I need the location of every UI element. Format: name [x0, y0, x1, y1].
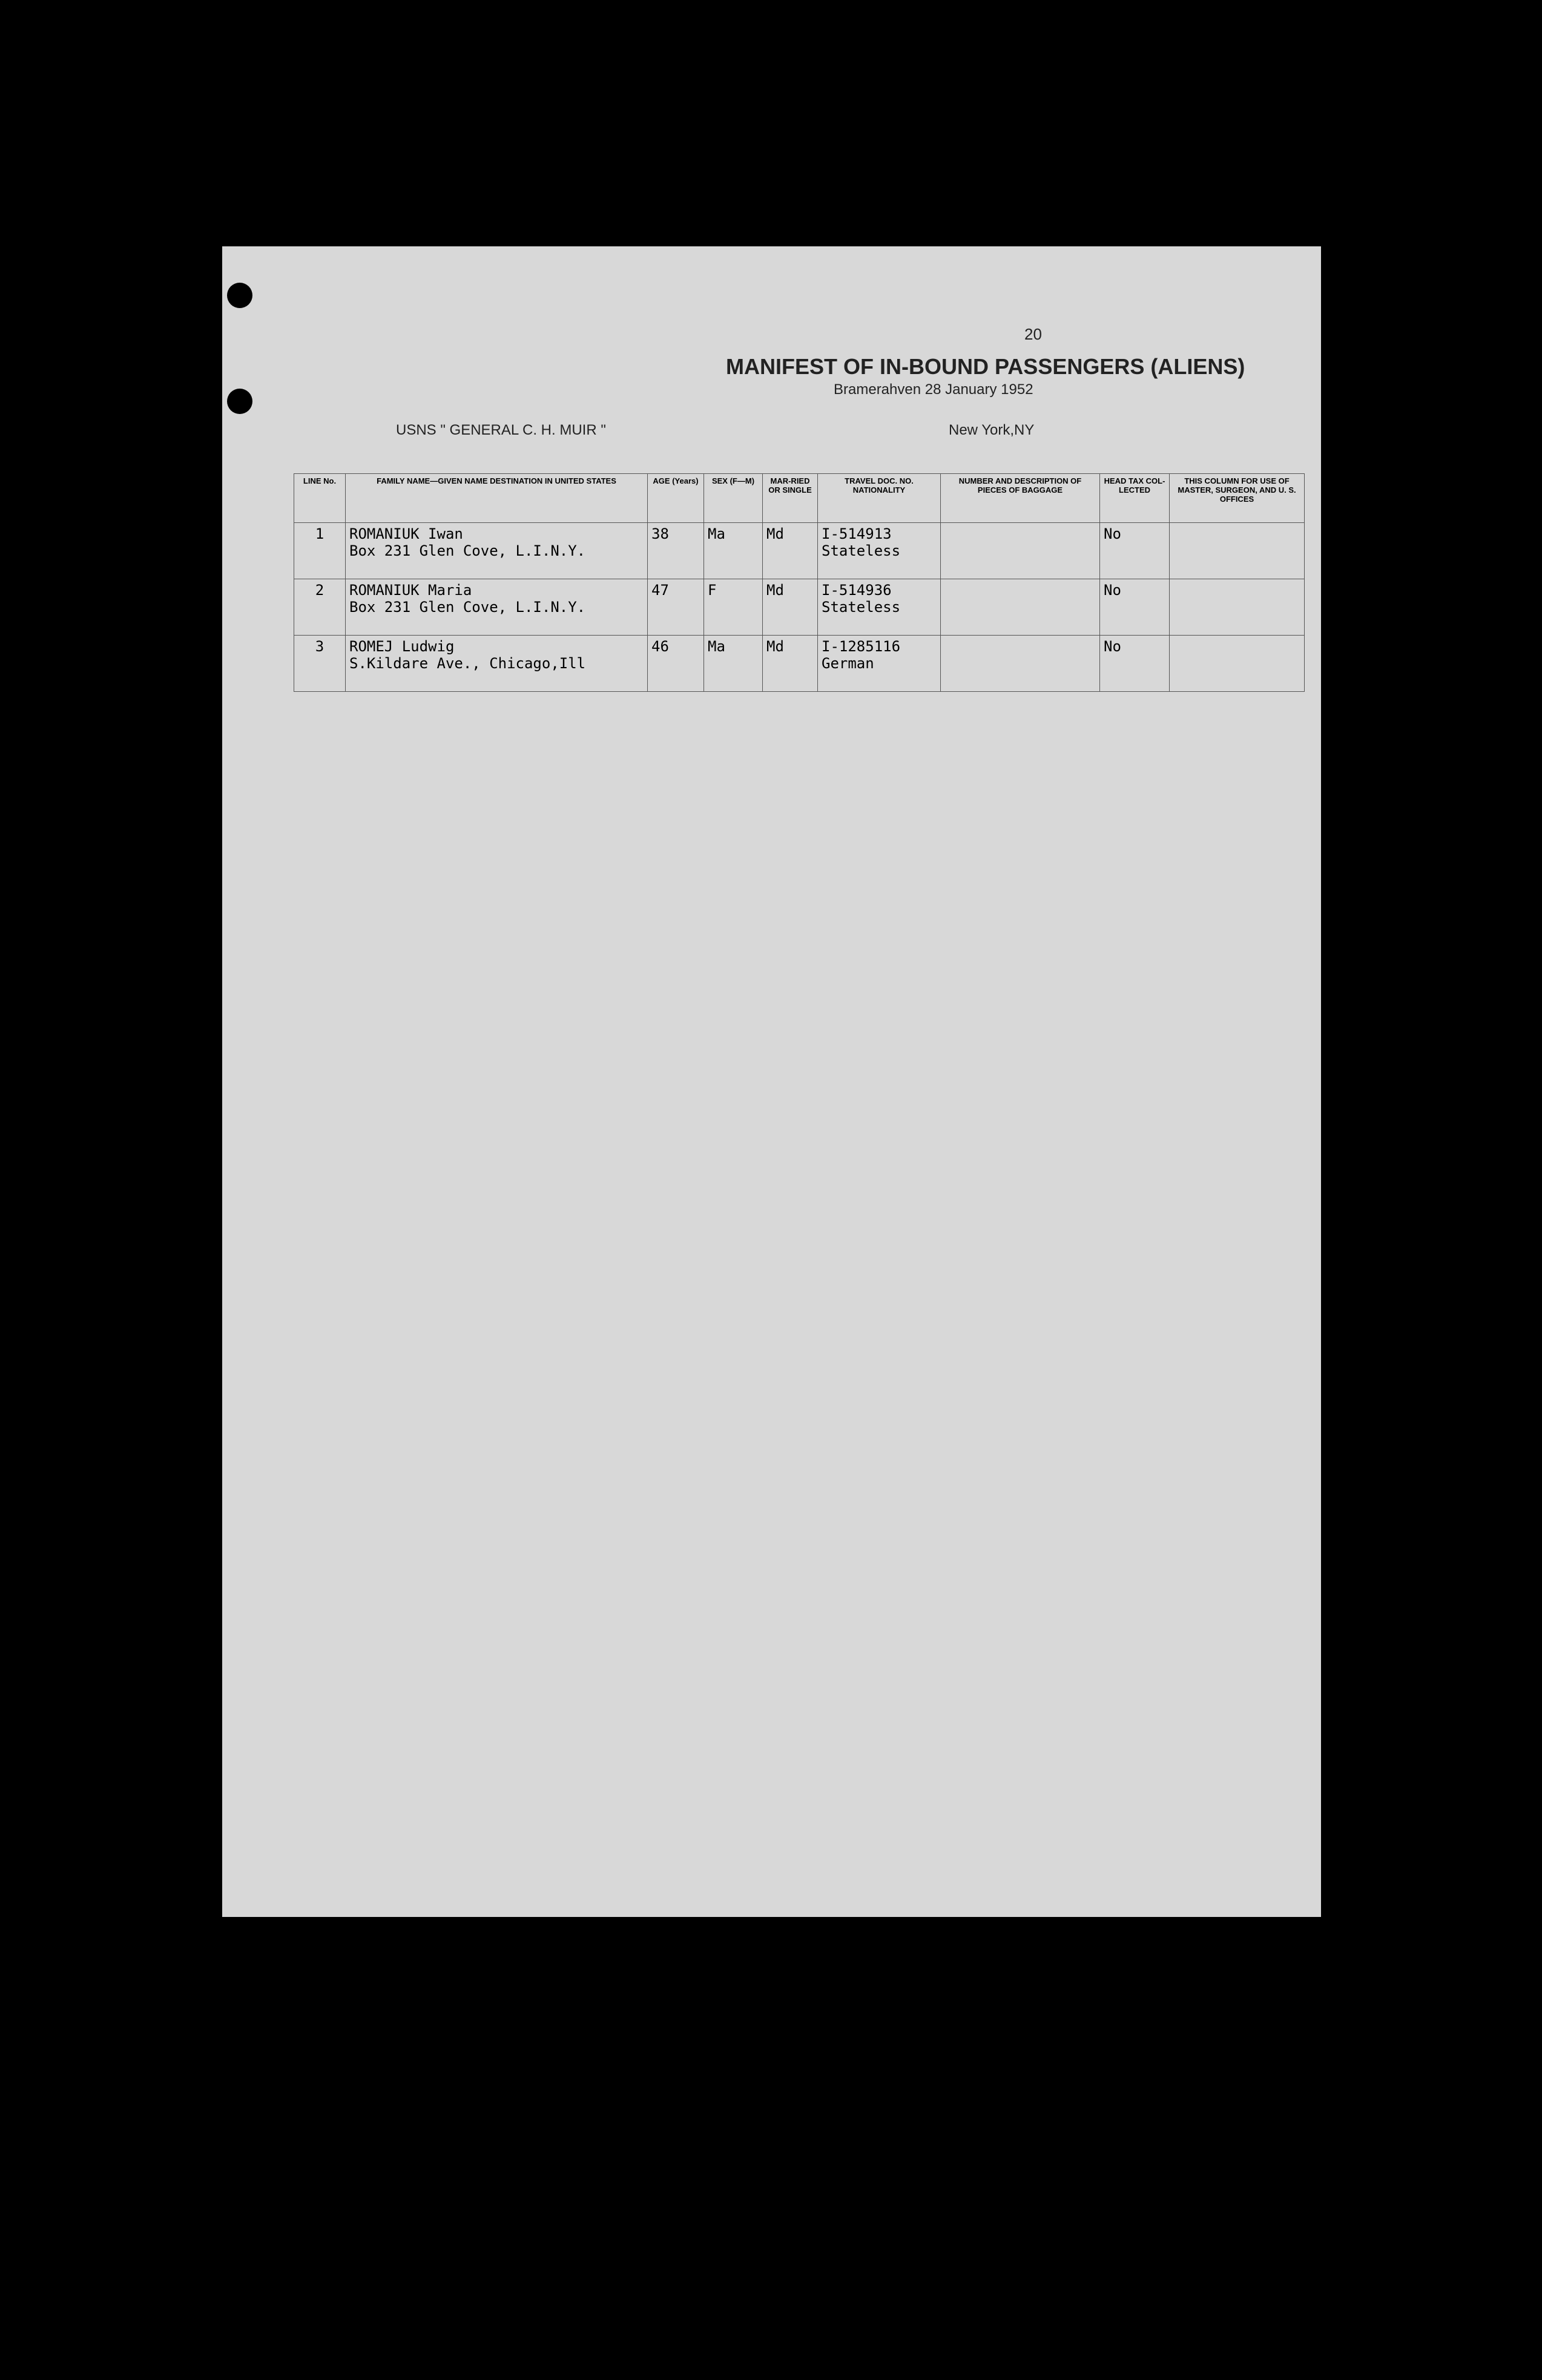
official-use-header: THIS COLUMN FOR USE OF MASTER, SURGEON, AND U. S. OFFICES — [1170, 474, 1305, 523]
punch-hole — [227, 389, 252, 414]
line-number-header: LINE No. — [294, 474, 346, 523]
marital-status: Md — [763, 636, 818, 692]
baggage — [941, 636, 1100, 692]
nationality: Stateless — [822, 542, 901, 559]
line-number: 2 — [294, 579, 346, 636]
head-tax: No — [1100, 579, 1170, 636]
manifest-number: 20 — [1024, 325, 1042, 343]
travel-document — [818, 523, 941, 579]
age: 38 — [648, 523, 704, 579]
travel-doc-header: TRAVEL DOC. NO. NATIONALITY — [818, 474, 941, 523]
line-number: 1 — [294, 523, 346, 579]
travel-document — [818, 579, 941, 636]
official-use — [1170, 579, 1305, 636]
passenger-name-destination — [346, 523, 648, 579]
sex: Ma — [704, 523, 763, 579]
given-name: Iwan — [428, 525, 463, 542]
head-tax: No — [1100, 523, 1170, 579]
table-row — [294, 636, 1305, 692]
punch-hole — [227, 283, 252, 308]
given-name: Ludwig — [401, 638, 455, 655]
table-row — [294, 579, 1305, 636]
official-use — [1170, 636, 1305, 692]
baggage — [941, 523, 1100, 579]
head-tax: No — [1100, 636, 1170, 692]
family-name: ROMANIUK — [349, 525, 420, 542]
destination: Box 231 Glen Cove, L.I.N.Y. — [349, 542, 586, 559]
age: 47 — [648, 579, 704, 636]
age: 46 — [648, 636, 704, 692]
name-header: FAMILY NAME—GIVEN NAME DESTINATION IN UNITED STATES — [346, 474, 648, 523]
manifest-title: MANIFEST OF IN-BOUND PASSENGERS (ALIENS) — [726, 354, 1245, 379]
official-use — [1170, 523, 1305, 579]
passenger-name-destination — [346, 636, 648, 692]
head-tax-header: HEAD TAX COL-LECTED — [1100, 474, 1170, 523]
marital-status: Md — [763, 579, 818, 636]
given-name: Maria — [428, 582, 472, 599]
travel-document — [818, 636, 941, 692]
departure-port-date: Bramerahven 28 January 1952 — [834, 381, 1033, 398]
passenger-table — [294, 473, 1305, 692]
destination: Box 231 Glen Cove, L.I.N.Y. — [349, 599, 586, 616]
table-header-row — [294, 474, 1305, 523]
sex: F — [704, 579, 763, 636]
doc-number: I-1285116 — [822, 638, 901, 655]
vessel-name: USNS " GENERAL C. H. MUIR " — [396, 422, 606, 438]
sex-header: SEX (F—M) — [704, 474, 763, 523]
baggage — [941, 579, 1100, 636]
line-number: 3 — [294, 636, 346, 692]
age-header: AGE (Years) — [648, 474, 704, 523]
arrival-port: New York,NY — [949, 422, 1035, 438]
doc-number: I-514913 — [822, 525, 892, 542]
table-row — [294, 523, 1305, 579]
manifest-page — [222, 246, 1321, 1917]
passenger-name-destination — [346, 579, 648, 636]
family-name: ROMANIUK — [349, 582, 420, 599]
nationality: German — [822, 655, 874, 672]
family-name: ROMEJ — [349, 638, 394, 655]
marital-status-header: MAR-RIED OR SINGLE — [763, 474, 818, 523]
doc-number: I-514936 — [822, 582, 892, 599]
sex: Ma — [704, 636, 763, 692]
destination: S.Kildare Ave., Chicago,Ill — [349, 655, 586, 672]
nationality: Stateless — [822, 599, 901, 616]
marital-status: Md — [763, 523, 818, 579]
baggage-header: NUMBER AND DESCRIPTION OF PIECES OF BAGGAGE — [941, 474, 1100, 523]
